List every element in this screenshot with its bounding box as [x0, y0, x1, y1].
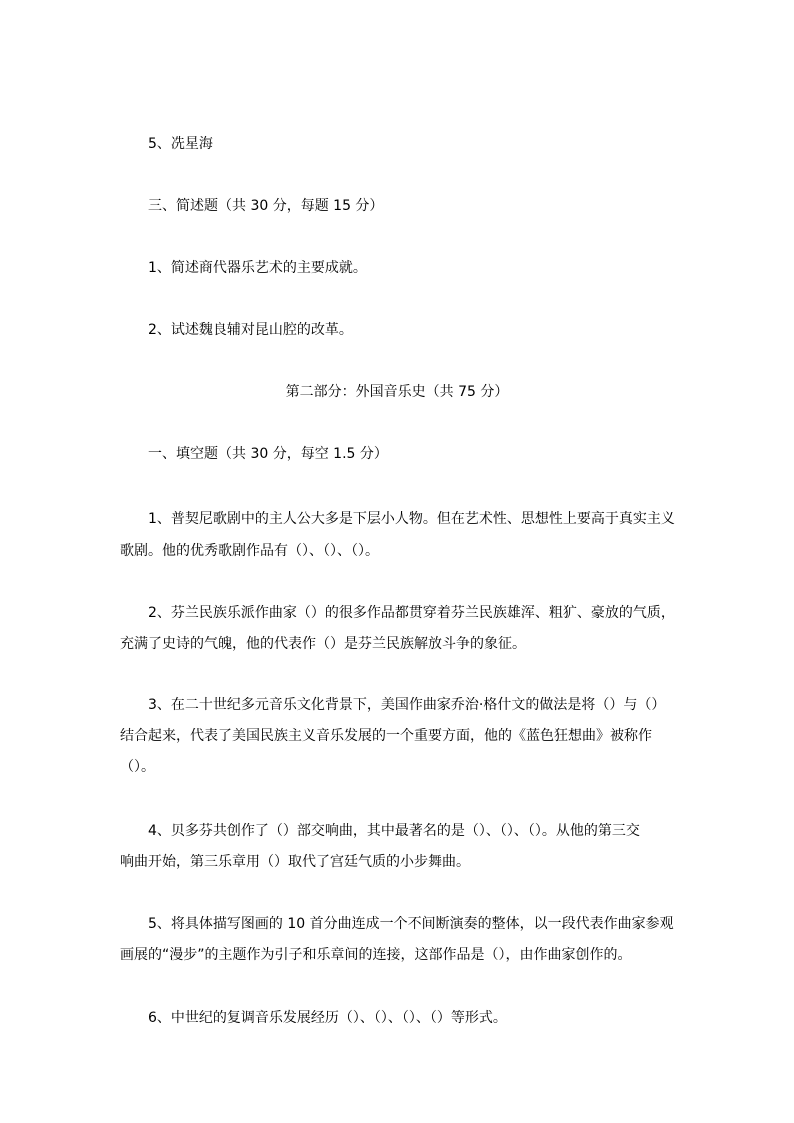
answer-item-xian-xinghai: 5、冼星海 — [148, 136, 213, 152]
fill-blank-question-6-line-1: 6、中世纪的复调音乐发展经历（）、（）、（）、（）等形式。 — [148, 1010, 507, 1026]
short-answer-question-1: 1、简述商代器乐艺术的主要成就。 — [148, 260, 367, 276]
fill-blank-question-3-line-1: 3、在二十世纪多元音乐文化背景下，美国作曲家乔治·格什文的做法是将（）与（） — [148, 697, 666, 713]
fill-blank-question-5-line-2: 画展的“漫步”的主题作为引子和乐章间的连接，这部作品是（），由作曲家创作的。 — [120, 947, 632, 963]
section-heading-short-answer: 三、简述题（共 30 分，每题 15 分） — [148, 198, 384, 214]
part-two-title: 第二部分：外国音乐史（共 75 分） — [285, 384, 509, 400]
fill-blank-question-2-line-2: 充满了史诗的气魄，他的代表作（）是芬兰民族解放斗争的象征。 — [120, 636, 526, 652]
fill-blank-question-2-line-1: 2、芬兰民族乐派作曲家（）的很多作品都贯穿着芬兰民族雄浑、粗犷、豪放的气质， — [148, 605, 675, 621]
fill-blank-question-3-line-2: 结合起来，代表了美国民族主义音乐发展的一个重要方面，他的《蓝色狂想曲》被称作 — [120, 728, 652, 744]
fill-blank-question-1-line-2: 歌剧。他的优秀歌剧作品有（）、（）、（）。 — [120, 543, 379, 559]
fill-blank-question-5-line-1: 5、将具体描写图画的 10 首分曲连成一个不间断演奏的整体，以一段代表作曲家参观 — [148, 916, 674, 932]
fill-blank-question-1-line-1: 1、普契尼歌剧中的主人公大多是下层小人物。但在艺术性、思想性上要高于真实主义 — [148, 511, 675, 527]
section-heading-fill-blank: 一、填空题（共 30 分，每空 1.5 分） — [148, 446, 388, 462]
fill-blank-question-4-line-2: 响曲开始，第三乐章用（）取代了宫廷气质的小步舞曲。 — [120, 854, 470, 870]
short-answer-question-2: 2、试述魏良辅对昆山腔的改革。 — [148, 322, 353, 338]
fill-blank-question-3-line-3: （）。 — [120, 759, 155, 775]
fill-blank-question-4-line-1: 4、贝多芬共创作了（）部交响曲，其中最著名的是（）、（）、（）。从他的第三交 — [148, 823, 640, 839]
